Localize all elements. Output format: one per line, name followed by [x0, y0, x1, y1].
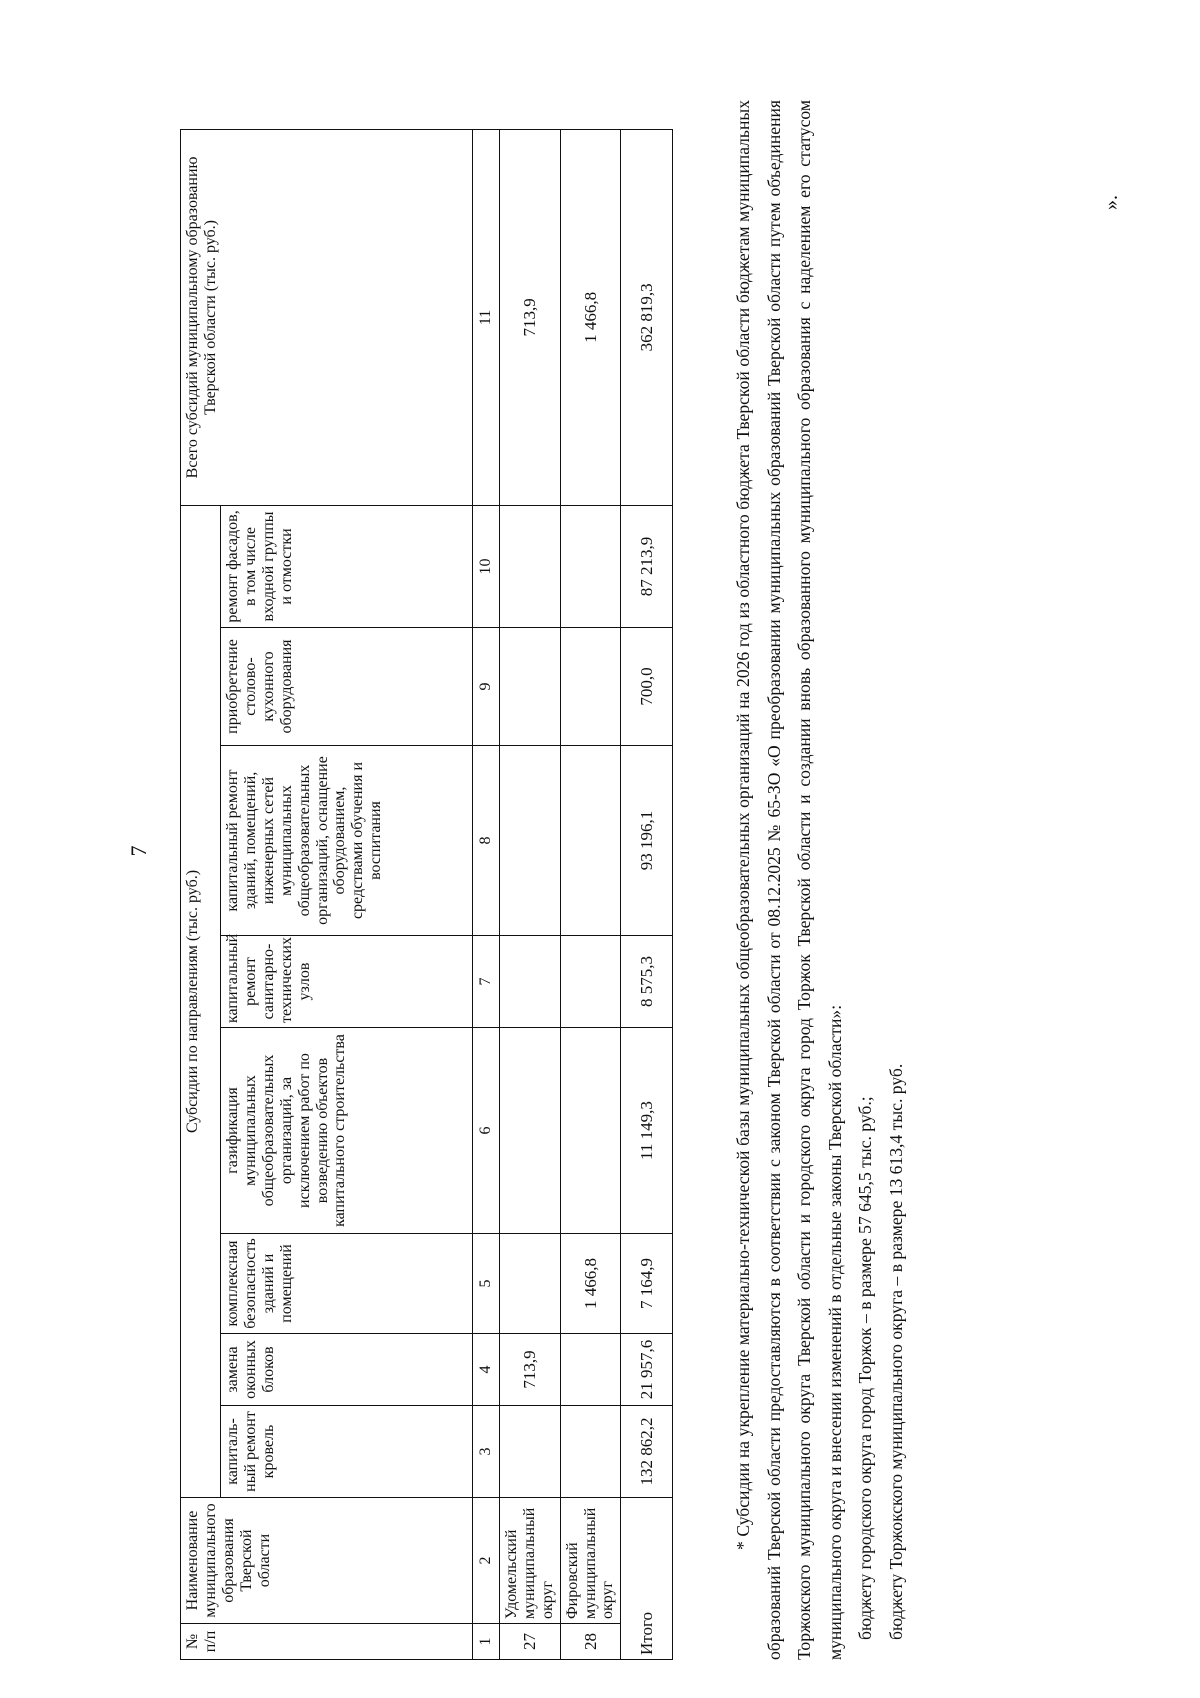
column-number: 6 — [473, 1028, 500, 1234]
total-value: 11 149,3 — [621, 1028, 673, 1234]
page-number: 7 — [126, 845, 151, 857]
row-value — [560, 1028, 621, 1234]
row-value — [560, 628, 621, 746]
header-num: № п/п — [181, 1624, 473, 1660]
column-number: 3 — [473, 1406, 500, 1498]
header-complex-safety: комплексная безопасность зданий и помещений — [221, 1234, 473, 1334]
row-num: 27 — [499, 1624, 560, 1660]
header-sanitary-repair: капитальный ремонт санитарно-технических узлов — [221, 936, 473, 1028]
row-value — [560, 746, 621, 936]
column-number: 7 — [473, 936, 500, 1028]
row-value — [560, 936, 621, 1028]
column-numbers-row — [473, 129, 500, 1659]
row-name: Фировский муниципальный округ — [560, 1498, 621, 1624]
total-label: Итого — [621, 1498, 673, 1660]
grand-total: 362 819,3 — [621, 129, 673, 505]
column-number: 10 — [473, 505, 500, 627]
rotated-page-content — [180, 80, 1140, 1660]
header-total: Всего субсидий муниципальному образованию Тверской области (тыс. руб.) — [181, 129, 473, 505]
table-row — [499, 129, 560, 1659]
total-value: 7 164,9 — [621, 1234, 673, 1334]
row-value — [499, 936, 560, 1028]
row-total: 713,9 — [499, 129, 560, 505]
subsidies-table — [180, 129, 673, 1660]
row-total: 1 466,8 — [560, 129, 621, 505]
total-row — [621, 129, 673, 1659]
row-value: 1 466,8 — [560, 1234, 621, 1334]
footnote-torzhok-city: бюджету городского округа город Торжок – в размере 57 645,5 тыс. руб.; — [855, 1096, 875, 1640]
footnote-main: * Субсидии на укрепление материально-технической базы муниципальных общеобразовательных организаций на 2026 год из областного бюджета Тверской области бюджетам муниципальных образований Тверской области предоставляются в соответствии с законом Тверской области от 08.12.2025 № 65-ЗО «О преобразовании муниципальных образований Тверской области путем объединения Торжокского муниципального округа Тверской области и городского округа город Торжок Тверской области и создании вновь образованного муниципального образования с наделением его статусом муниципального округа и внесении изменений в отдельные законы Тверской области»: — [733, 100, 845, 1660]
column-number: 8 — [473, 746, 500, 936]
header-name: Наименование муниципального образования Тверской области — [181, 1498, 473, 1624]
table-row — [560, 129, 621, 1659]
total-value: 132 862,2 — [621, 1406, 673, 1498]
row-num: 28 — [560, 1624, 621, 1660]
column-number: 2 — [473, 1498, 500, 1624]
column-number: 1 — [473, 1624, 500, 1660]
total-value: 87 213,9 — [621, 505, 673, 627]
footnote — [728, 100, 911, 1660]
row-value — [499, 1028, 560, 1234]
row-value — [499, 746, 560, 936]
header-window-replacement: замена оконных блоков — [221, 1334, 473, 1406]
total-value: 93 196,1 — [621, 746, 673, 936]
column-number: 5 — [473, 1234, 500, 1334]
total-value: 8 575,3 — [621, 936, 673, 1028]
header-directions-group: Субсидии по направлениям (тыс. руб.) — [181, 505, 221, 1497]
row-value — [499, 505, 560, 627]
header-gasification: газификация муниципальных общеобразовательных организаций, за исключением работ по возведению объектов капитального строительства — [221, 1028, 473, 1234]
row-value — [499, 1234, 560, 1334]
total-value: 21 957,6 — [621, 1334, 673, 1406]
header-facade-repair: ремонт фасадов, в том числе входной группы и отмостки — [221, 505, 473, 627]
column-number: 9 — [473, 628, 500, 746]
header-capital-repair-equipment: капитальный ремонт зданий, помещений, инженерных сетей муниципальных общеобразовательных организаций, оснащение оборудованием, средствами обучения и воспитания — [221, 746, 473, 936]
header-kitchen-equipment: приобретение столово-кухонного оборудования — [221, 628, 473, 746]
total-value: 700,0 — [621, 628, 673, 746]
footnote-torzhok-district: бюджету Торжокского муниципального округа – в размере 13 613,4 тыс. руб. — [885, 1063, 906, 1640]
row-value — [499, 628, 560, 746]
row-name: Удомельский муниципальный округ — [499, 1498, 560, 1624]
header-roof-repair: капиталь-ный ремонт кровель — [221, 1406, 473, 1498]
row-value — [560, 1334, 621, 1406]
row-value — [499, 1406, 560, 1498]
closing-quote-mark: ». — [1100, 195, 1122, 210]
row-value — [560, 505, 621, 627]
row-value — [560, 1406, 621, 1498]
column-number: 4 — [473, 1334, 500, 1406]
column-number: 11 — [473, 129, 500, 505]
row-value: 713,9 — [499, 1334, 560, 1406]
